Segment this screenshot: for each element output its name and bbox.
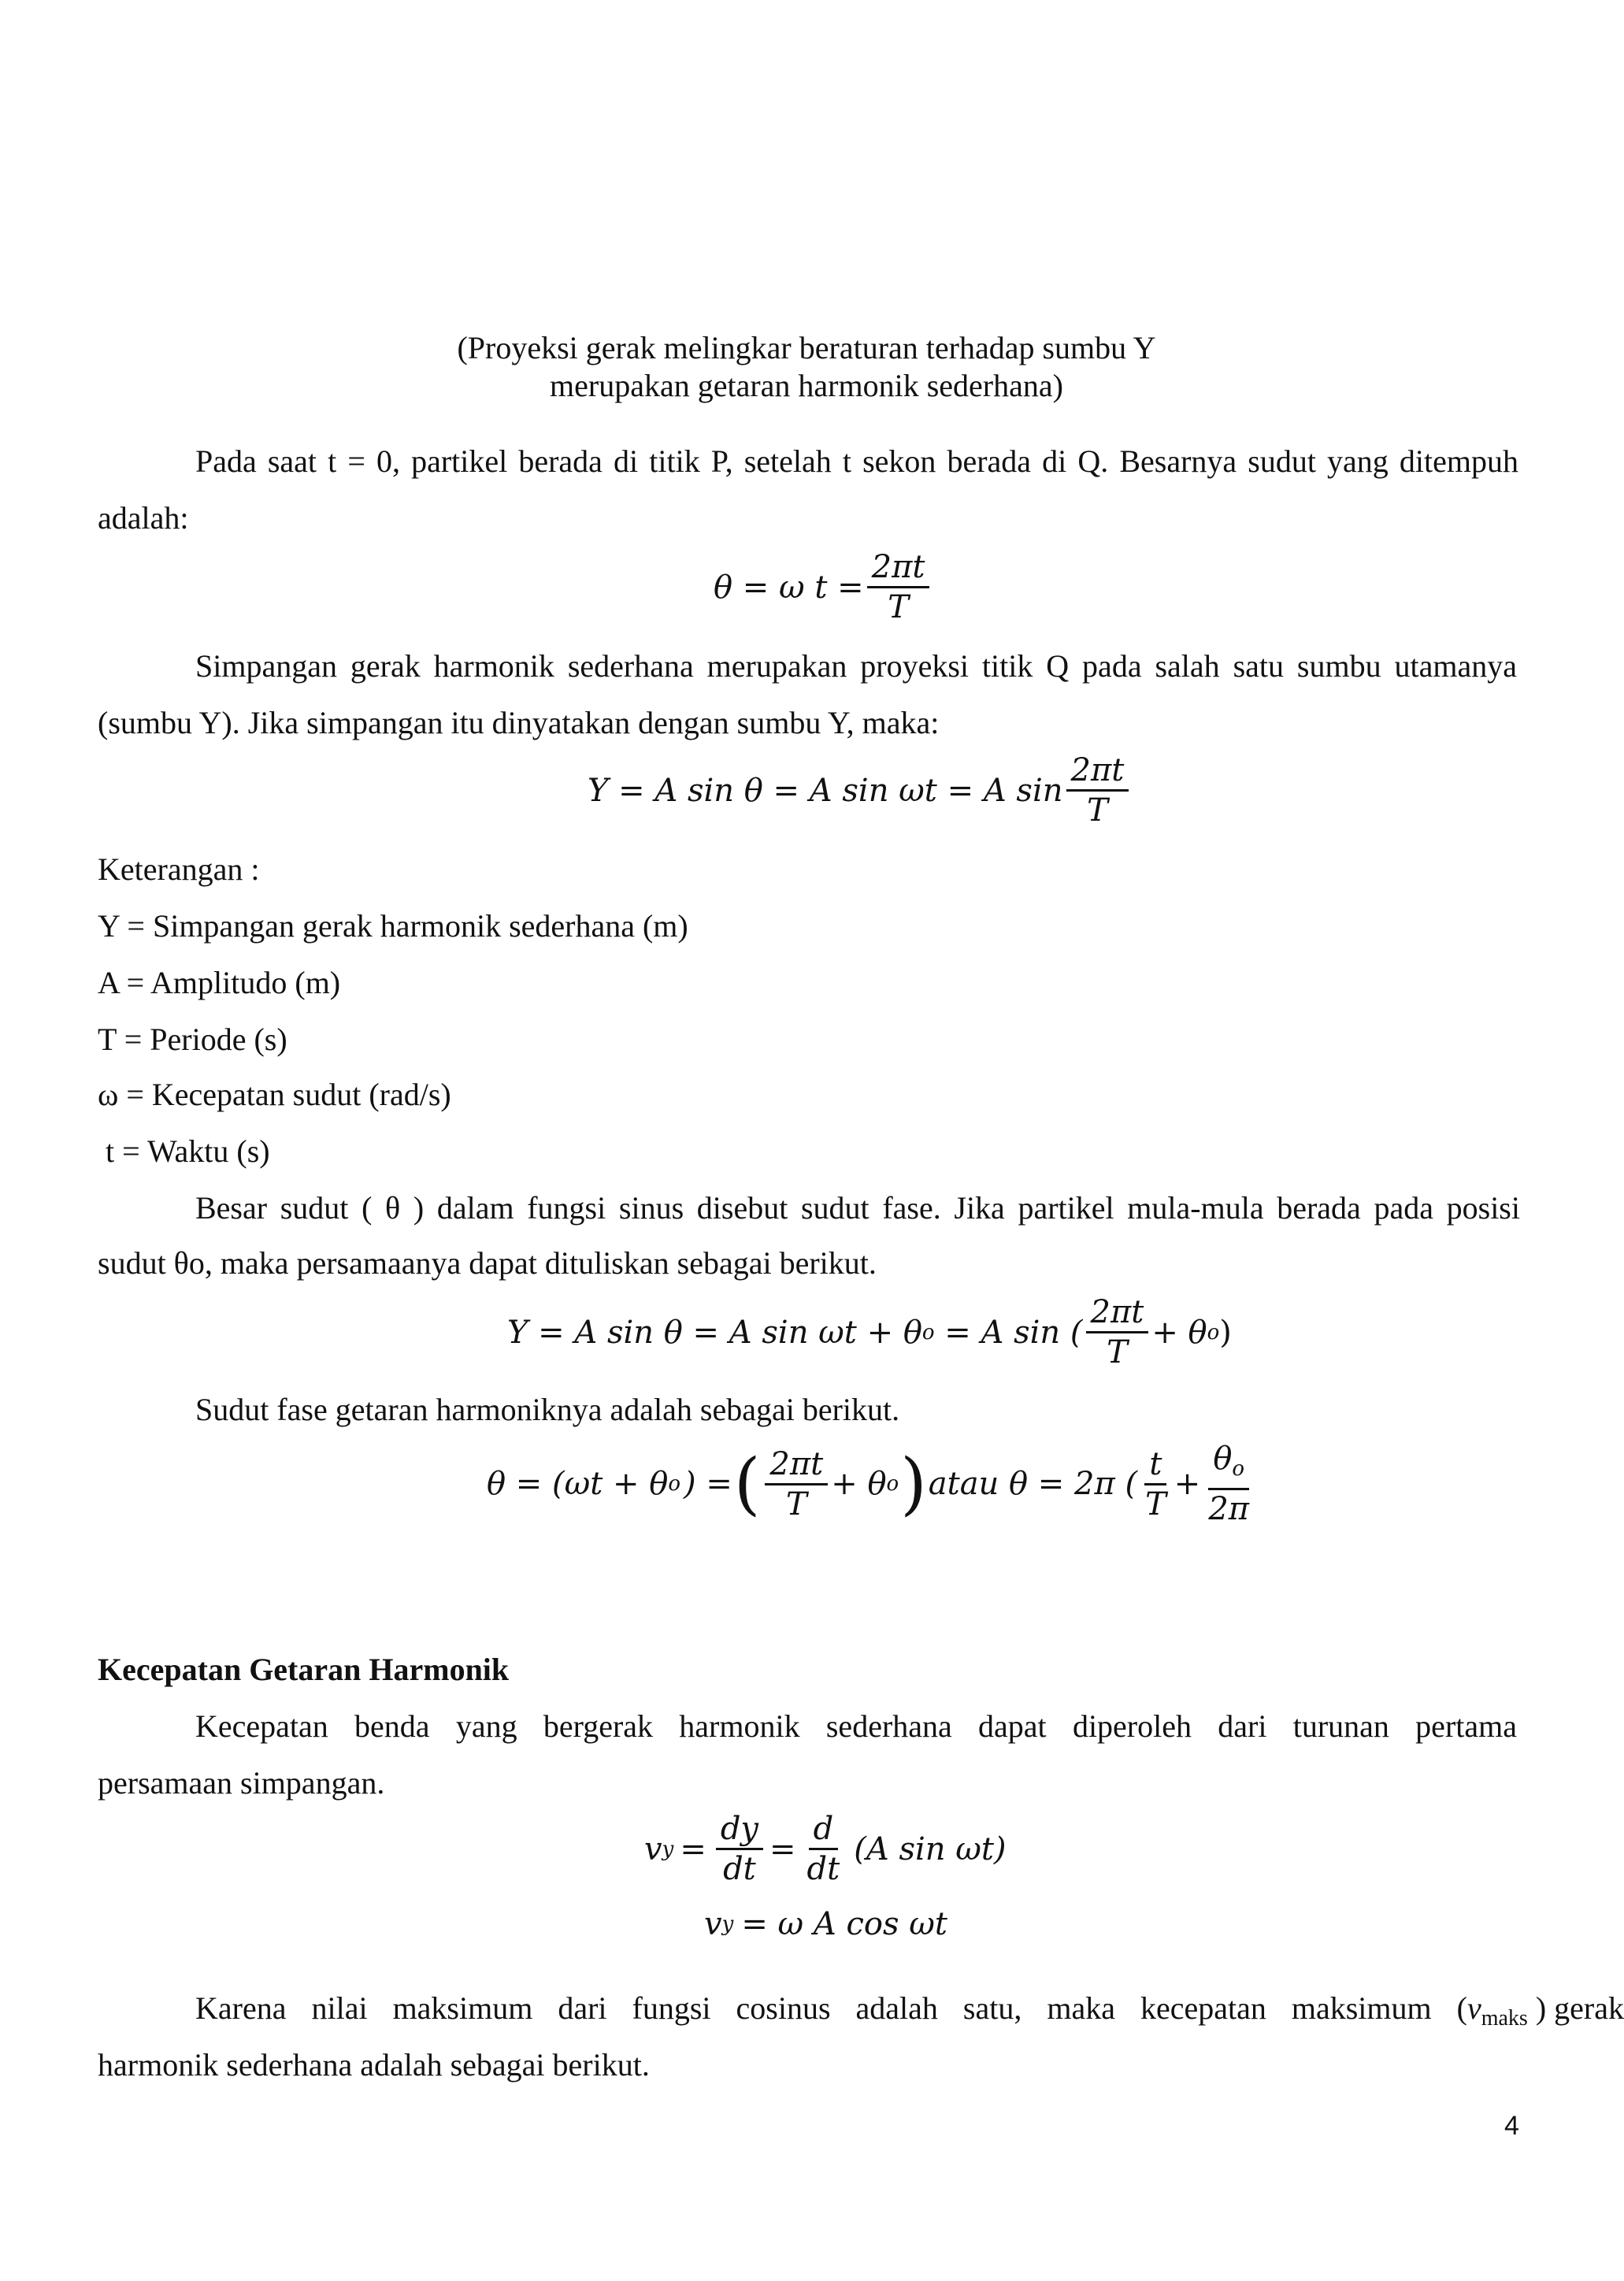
equation-kecepatan-turunan bbox=[644, 1812, 1007, 1886]
vmaks-symbol bbox=[1467, 1990, 1624, 2038]
section-heading-kecepatan: Kecepatan Getaran Harmonik bbox=[98, 1652, 510, 1687]
equation-6-sub: y bbox=[721, 1912, 734, 1936]
equation-sudut-fase bbox=[487, 1441, 1257, 1526]
paragraph-4-line-1: Sudut fase getaran harmoniknya adalah sebagai berikut. bbox=[195, 1392, 900, 1427]
equation-1-numerator: 2πt bbox=[867, 550, 930, 588]
equation-5-fraction-2 bbox=[803, 1812, 845, 1886]
page-number: 4 bbox=[1504, 2111, 1519, 2141]
equation-3-sub-1: o bbox=[921, 1320, 935, 1344]
equation-4-open-paren: ( bbox=[733, 1445, 761, 1523]
equation-4-fraction-1 bbox=[765, 1447, 828, 1522]
equation-4-plus: + θ bbox=[831, 1466, 887, 1502]
equation-3-fraction bbox=[1086, 1295, 1149, 1370]
equation-4-fraction-2 bbox=[1140, 1447, 1171, 1522]
equation-4-theta: θ bbox=[1213, 1441, 1233, 1477]
paragraph-5-line-1: Kecepatan benda yang bergerak harmonik sederhana dapat diperoleh dari turunan pertama bbox=[195, 1708, 1517, 1744]
equation-5-numerator-2: d bbox=[809, 1812, 839, 1850]
equation-5-denominator-2: dt bbox=[806, 1851, 840, 1887]
equation-1-fraction bbox=[867, 550, 930, 625]
keterangan-item-waktu: t = Waktu (s) bbox=[106, 1133, 270, 1169]
keterangan-title: Keterangan : bbox=[98, 851, 260, 887]
equation-theta-omega-t bbox=[714, 550, 933, 625]
equation-4-rp: ) = bbox=[684, 1466, 732, 1502]
figure-caption-line-2: merupakan getaran harmonik sederhana) bbox=[550, 368, 1063, 403]
paragraph-6-line-1 bbox=[195, 1990, 1624, 2038]
equation-6-rhs: = ω A cos ωt bbox=[741, 1906, 947, 1942]
keterangan-item-kecepatan-sudut: ω = Kecepatan sudut (rad/s) bbox=[98, 1077, 451, 1112]
equation-1-denominator: T bbox=[888, 589, 909, 625]
paragraph-6-line-1-b: ) gerak bbox=[1527, 1990, 1624, 2026]
equation-simpangan bbox=[588, 753, 1132, 828]
equation-5-numerator-1: dy bbox=[716, 1812, 763, 1850]
paragraph-6-line-1-a: Karena nilai maksimum dari fungsi cosinus adalah satu, maka kecepatan maksimum ( bbox=[195, 1990, 1467, 2026]
keterangan-item-periode: T = Periode (s) bbox=[98, 1022, 287, 1057]
equation-2-lhs: Y = A sin θ = A sin ωt = A sin bbox=[588, 772, 1063, 809]
equation-4-lhs: θ = (ωt + θ bbox=[487, 1466, 669, 1502]
keterangan-item-amplitudo: A = Amplitudo (m) bbox=[98, 965, 341, 1000]
paragraph-3-line-1: Besar sudut ( θ ) dalam fungsi sinus disebut sudut fase. Jika partikel mula-mula berada pada posisi bbox=[195, 1190, 1520, 1226]
equation-4-sub-1: o bbox=[668, 1472, 681, 1496]
equation-4-fraction-3 bbox=[1203, 1441, 1254, 1526]
equation-3-mid: = A sin ( bbox=[934, 1314, 1083, 1351]
equation-5-v: v bbox=[644, 1830, 662, 1867]
equation-5-sub: y bbox=[662, 1837, 674, 1861]
equation-4-denominator-2: T bbox=[1145, 1485, 1166, 1523]
equation-1-lhs: θ = ω t = bbox=[714, 569, 864, 606]
equation-4-denominator-1: T bbox=[785, 1485, 807, 1523]
equation-4-atau: atau θ = 2π ( bbox=[928, 1466, 1138, 1502]
equation-kecepatan-cos bbox=[704, 1906, 947, 1942]
equation-5-eq-2: = bbox=[769, 1830, 796, 1867]
paragraph-3-line-2: sudut θo, maka persamaanya dapat dituliskan sebagai berikut. bbox=[98, 1245, 877, 1281]
figure-caption-line-1: (Proyeksi gerak melingkar beraturan terhadap sumbu Y bbox=[457, 330, 1156, 365]
equation-5-eq: = bbox=[680, 1830, 706, 1867]
equation-3-denominator: T bbox=[1107, 1334, 1128, 1370]
paragraph-6-line-2: harmonik sederhana adalah sebagai berikut. bbox=[98, 2047, 650, 2083]
equation-5-denominator-1: dt bbox=[723, 1851, 756, 1887]
equation-3-sub-2: o bbox=[1207, 1320, 1220, 1344]
vmaks-v: v bbox=[1466, 1990, 1481, 2026]
equation-5-tail: (A sin ωt) bbox=[854, 1830, 1007, 1867]
equation-4-plus-2: + bbox=[1174, 1466, 1201, 1502]
equation-5-fraction-1 bbox=[716, 1812, 763, 1886]
equation-simpangan-fase bbox=[507, 1295, 1232, 1370]
equation-4-numerator-2: t bbox=[1144, 1447, 1166, 1485]
equation-3-tail: + θ bbox=[1151, 1314, 1207, 1351]
paragraph-2-line-1: Simpangan gerak harmonik sederhana merupakan proyeksi titik Q pada salah satu sumbu utamanya bbox=[195, 648, 1517, 684]
equation-6-v: v bbox=[704, 1906, 722, 1942]
equation-3-close: ) bbox=[1219, 1314, 1232, 1351]
equation-4-numerator-3 bbox=[1208, 1441, 1249, 1490]
equation-3-lhs: Y = A sin θ = A sin ωt + θ bbox=[507, 1314, 922, 1351]
equation-4-denominator-3: 2π bbox=[1208, 1491, 1250, 1527]
keterangan-item-simpangan: Y = Simpangan gerak harmonik sederhana (m) bbox=[98, 908, 688, 944]
paragraph-1-line-1: Pada saat t = 0, partikel berada di titik P, setelah t sekon berada di Q. Besarnya sudut yang ditempuh bbox=[195, 443, 1518, 479]
paragraph-2-line-2: (sumbu Y). Jika simpangan itu dinyatakan dengan sumbu Y, maka: bbox=[98, 705, 940, 740]
equation-2-numerator: 2πt bbox=[1066, 753, 1129, 792]
equation-3-numerator: 2πt bbox=[1086, 1295, 1149, 1333]
equation-4-numerator-1: 2πt bbox=[765, 1447, 828, 1485]
equation-2-fraction bbox=[1066, 753, 1129, 828]
equation-4-sub-2: o bbox=[886, 1472, 899, 1496]
paragraph-1-line-2: adalah: bbox=[98, 500, 189, 536]
equation-2-denominator: T bbox=[1087, 792, 1108, 829]
paragraph-5-line-2: persamaan simpangan. bbox=[98, 1765, 385, 1801]
vmaks-sub: maks bbox=[1481, 2006, 1528, 2031]
equation-4-close-paren: ) bbox=[900, 1445, 927, 1523]
equation-4-sub-3: o bbox=[1232, 1457, 1245, 1481]
